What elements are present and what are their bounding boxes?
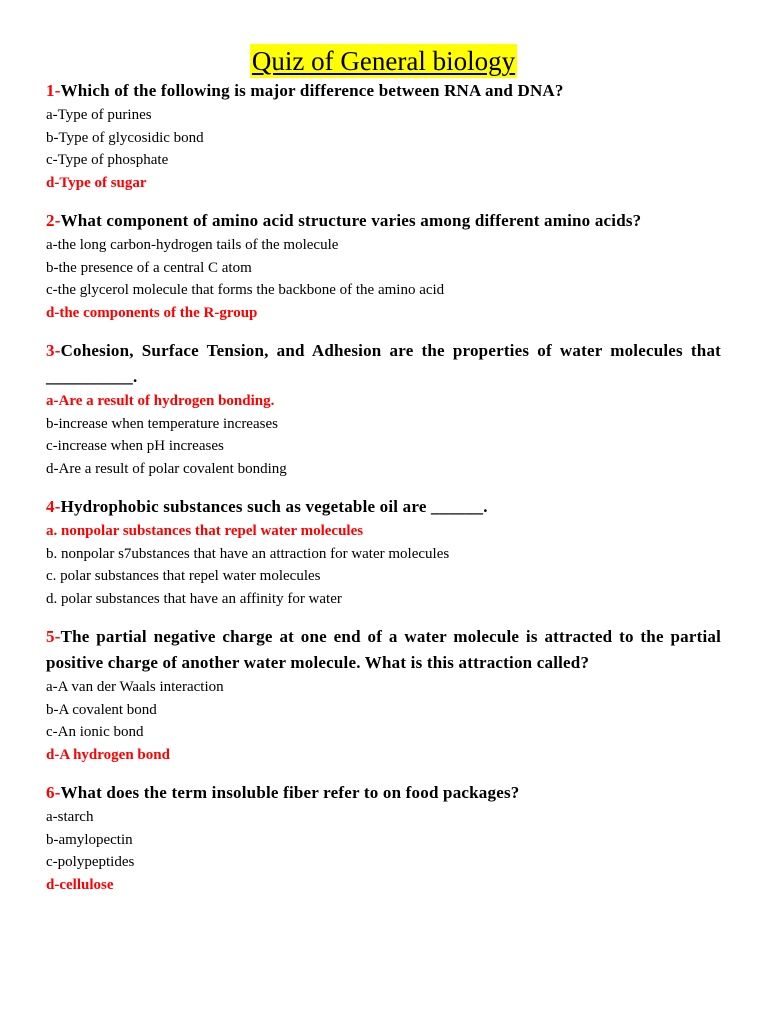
correct-answer-option: d-Type of sugar — [46, 174, 147, 191]
correct-answer-option: d-cellulose — [46, 876, 114, 893]
question-prompt: What does the term insoluble fiber refer to on food packages? — [60, 783, 520, 802]
question-block — [46, 338, 721, 480]
answer-option: c. polar substances that repel water molecules — [46, 568, 321, 584]
question-spacer — [46, 766, 721, 780]
question-number: 3- — [46, 341, 61, 360]
answer-option: b. nonpolar s7ubstances that have an attraction for water molecules — [46, 545, 450, 562]
question-spacer — [46, 610, 721, 624]
question-number: 4- — [46, 497, 61, 516]
question-text — [46, 624, 721, 676]
question-number: 6- — [46, 783, 61, 802]
answer-option: a-Type of purines — [46, 107, 152, 123]
correct-answer-option: a-Are a result of hydrogen bonding. — [46, 393, 275, 409]
correct-answer-option: a. nonpolar substances that repel water molecules — [46, 523, 364, 539]
answer-option: a-A van der Waals interaction — [46, 679, 224, 695]
answer-option: c-polypeptides — [46, 854, 135, 870]
answer-option: d-Are a result of polar covalent bonding — [46, 460, 287, 477]
question-block — [46, 494, 721, 610]
question-spacer — [46, 324, 721, 338]
question-block — [46, 624, 721, 766]
answer-option: d. polar substances that have an affinity for water — [46, 590, 342, 607]
question-block — [46, 208, 721, 324]
answer-option: c-increase when pH increases — [46, 438, 224, 454]
question-text — [46, 494, 721, 520]
question-number: 1- — [46, 81, 61, 100]
question-text — [46, 208, 721, 234]
question-prompt: Cohesion, Surface Tension, and Adhesion are the properties of water molecules that __________. — [46, 341, 721, 386]
correct-answer-option: d-the components of the R-group — [46, 304, 258, 321]
question-text — [46, 78, 721, 104]
question-block — [46, 780, 721, 896]
question-prompt: What component of amino acid structure varies among different amino acids? — [60, 211, 642, 230]
question-number: 5- — [46, 627, 61, 646]
question-number: 2- — [46, 211, 61, 230]
question-spacer — [46, 194, 721, 208]
answer-option: b-Type of glycosidic bond — [46, 129, 204, 146]
title-block — [46, 0, 721, 78]
answer-option: b-amylopectin — [46, 831, 133, 848]
answer-option: b-A covalent bond — [46, 701, 157, 718]
answer-option: b-increase when temperature increases — [46, 415, 278, 432]
answer-option: b-the presence of a central C atom — [46, 259, 252, 276]
answer-option: c-the glycerol molecule that forms the backbone of the amino acid — [46, 282, 445, 298]
answer-option: c-Type of phosphate — [46, 152, 169, 168]
answer-option: c-An ionic bond — [46, 724, 144, 740]
question-text — [46, 338, 721, 390]
question-block — [46, 78, 721, 194]
page-title: Quiz of General biology — [251, 46, 516, 76]
question-text — [46, 780, 721, 806]
answer-option: a-the long carbon-hydrogen tails of the molecule — [46, 237, 339, 253]
correct-answer-option: d-A hydrogen bond — [46, 746, 170, 763]
question-list — [46, 78, 721, 896]
question-spacer — [46, 480, 721, 494]
question-prompt: Which of the following is major difference between RNA and DNA? — [60, 81, 564, 100]
question-prompt: Hydrophobic substances such as vegetable oil are ______. — [60, 497, 488, 516]
question-prompt: The partial negative charge at one end of a water molecule is attracted to the partial positive charge of another water molecule. What is this attraction called? — [46, 627, 721, 672]
answer-option: a-starch — [46, 809, 94, 825]
